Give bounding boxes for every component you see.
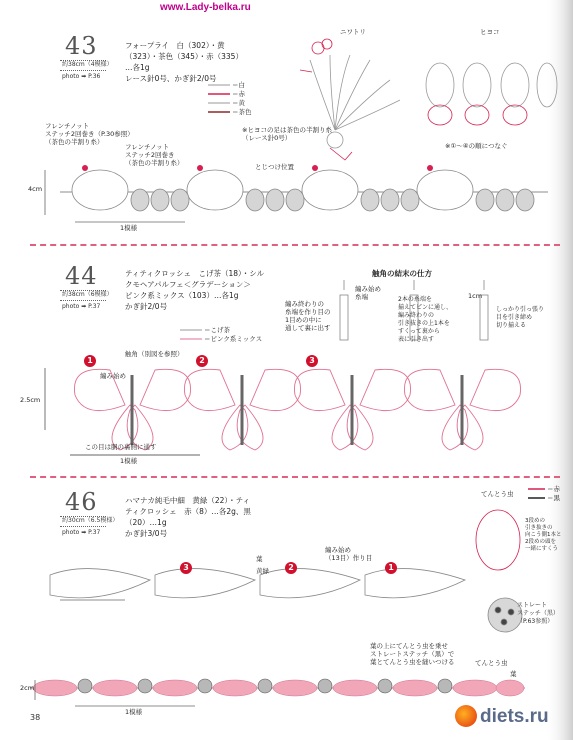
legend-44-lines bbox=[180, 330, 202, 339]
attach-position-label: とじつけ位置 bbox=[255, 163, 294, 171]
size-label-43: 約38cm（4模様） bbox=[62, 61, 113, 68]
rooster-label: ニワトリ bbox=[340, 28, 366, 36]
leaf-color-label: 黄緑 bbox=[256, 567, 269, 575]
site-url[interactable]: www.Lady-belka.ru bbox=[160, 2, 251, 13]
photo-ref-44: photo ➡ P.37 bbox=[62, 303, 101, 310]
materials-44-line4: かぎ針2/0号 bbox=[125, 302, 168, 311]
photo-ref-46: photo ➡ P.37 bbox=[62, 529, 101, 536]
ladybug-small-label: てんとう虫 bbox=[475, 659, 508, 667]
section-number-46: 46 bbox=[65, 488, 98, 516]
legend-46-lines bbox=[528, 489, 545, 498]
legend-44-brown: ＝こげ茶 bbox=[204, 326, 230, 334]
chick-label: ヒヨコ bbox=[480, 28, 500, 36]
section-divider bbox=[30, 476, 560, 478]
legend-43-lines bbox=[208, 85, 230, 112]
size-44: 2.5cm bbox=[20, 396, 41, 404]
materials-43-line4: レース針0号、かぎ針2/0号 bbox=[125, 74, 217, 83]
leaf-small-label: 葉 bbox=[510, 670, 517, 678]
french-knot-note-1: フレンチノット ステッチ2回巻き（P.30参照） （茶色の半割り糸） bbox=[45, 122, 134, 146]
repeat-43: 1模様 bbox=[120, 224, 138, 232]
size-43: 4cm bbox=[28, 185, 43, 193]
chick-leg-note: ※ヒヨコの足は茶色の半割り糸 （レース針0号） bbox=[242, 126, 332, 142]
size-46: 2cm bbox=[20, 684, 35, 692]
section-number-44: 44 bbox=[65, 262, 98, 290]
size-label-46: 約30cm（6.5模様） bbox=[62, 517, 119, 524]
ladybug-title: てんとう虫 bbox=[481, 490, 514, 498]
hen-chick-strip bbox=[45, 165, 548, 222]
materials-43-line3: …各1g bbox=[125, 63, 150, 72]
materials-43-line2: （323）・茶色（345）・赤（335） bbox=[125, 52, 243, 61]
step-marker-1: 1 bbox=[84, 355, 96, 367]
ladybug-note: 3段めの 引き抜きの 向こう側1本と 2段めの頭を 一緒にすくう bbox=[525, 518, 562, 552]
repeat-46: 1模様 bbox=[125, 708, 143, 716]
straight-stitch-note: ストレート ステッチ（黒） （P.63参照） bbox=[517, 602, 559, 625]
materials-44-line1: ティティクロッシェ こげ茶（18）・シル bbox=[125, 269, 265, 278]
site-logo[interactable]: diets.ru bbox=[480, 706, 549, 727]
materials-46-line4: かぎ針3/0号 bbox=[125, 529, 168, 538]
yarn-ends-label: 編み始め 糸端 bbox=[355, 285, 381, 301]
legend-43-red: ＝赤 bbox=[232, 90, 245, 98]
attach-note: 葉の上にてんとう虫を乗せ ストレートステッチ（黒）で 葉とてんとう虫を縫いつける bbox=[370, 642, 455, 666]
repeat-44: 1模様 bbox=[120, 457, 138, 465]
apple-logo-icon bbox=[455, 705, 477, 727]
start-label-44: 編み始め bbox=[100, 372, 126, 380]
join-note: ※①〜④の順につなぐ bbox=[445, 142, 508, 150]
chick-diagrams bbox=[426, 63, 557, 125]
section-divider bbox=[30, 244, 560, 246]
photo-ref-43: photo ➡ P.36 bbox=[62, 73, 101, 80]
antenna-note: 触角（別図を参照） bbox=[125, 350, 184, 358]
antenna-step1: 編み終わりの 糸端を作り目の 1目めの中に 通して裏に出す bbox=[285, 300, 331, 332]
antenna-method-title: 触角の結末の仕方 bbox=[372, 269, 432, 278]
antenna-step2: 2本の糸端を 揃えてピンに通し、 編み終わりの 引き抜きの上1本を すくって裏から 表に引き出す bbox=[398, 296, 453, 343]
dotted-rule bbox=[60, 70, 106, 71]
butterfly-row bbox=[45, 368, 521, 455]
step-marker-3: 3 bbox=[180, 562, 192, 574]
french-knot-note-2: フレンチノット ステッチ2回巻き （茶色の半割り糸） bbox=[125, 143, 184, 167]
legend-46-red: ＝赤 bbox=[547, 485, 560, 493]
page-number: 38 bbox=[30, 713, 41, 722]
step-marker-3: 3 bbox=[306, 355, 318, 367]
leaf-ladybug-strip bbox=[30, 679, 525, 706]
step-marker-2: 2 bbox=[285, 562, 297, 574]
leaf-label: 葉 bbox=[256, 555, 263, 563]
cm1-label: 1cm bbox=[468, 292, 483, 300]
wrap-note: この目は胴の裏側に通す bbox=[85, 443, 157, 451]
materials-46-line3: （20）…1g bbox=[125, 518, 167, 527]
materials-43-line1: フォープライ 白（302）・黄 bbox=[125, 41, 225, 50]
ladybug-detail bbox=[476, 510, 522, 632]
step-marker-1: 1 bbox=[385, 562, 397, 574]
dotted-rule bbox=[60, 526, 106, 527]
materials-46-line1: ハマナカ純毛中細 黄緑（22）・ティ bbox=[125, 496, 251, 505]
size-label-44: 約38cm（6模様） bbox=[62, 291, 113, 298]
antenna-step3: しっかり引っ張り 目を引き締め 切り揃える bbox=[496, 306, 545, 329]
legend-44-pink: ＝ピンク系ミックス bbox=[204, 335, 263, 343]
step-marker-2: 2 bbox=[196, 355, 208, 367]
dotted-rule bbox=[60, 300, 106, 301]
legend-46-black: ＝黒 bbox=[547, 494, 560, 502]
legend-43-yellow: ＝黄 bbox=[232, 99, 245, 107]
start-label-46: 編み始め （13目）作り目 bbox=[325, 546, 373, 562]
materials-44-line2: クモヘアパルフェ＜グラデーション＞ bbox=[125, 280, 251, 289]
materials-46-line2: ティクロッシェ 赤（8）…各2g、黒 bbox=[125, 507, 251, 516]
legend-43-brown: ＝茶色 bbox=[232, 108, 252, 116]
legend-43-white: ＝白 bbox=[232, 81, 245, 89]
materials-44-line3: ピンク系ミックス（103）…各1g bbox=[125, 291, 239, 300]
section-number-43: 43 bbox=[65, 32, 98, 60]
